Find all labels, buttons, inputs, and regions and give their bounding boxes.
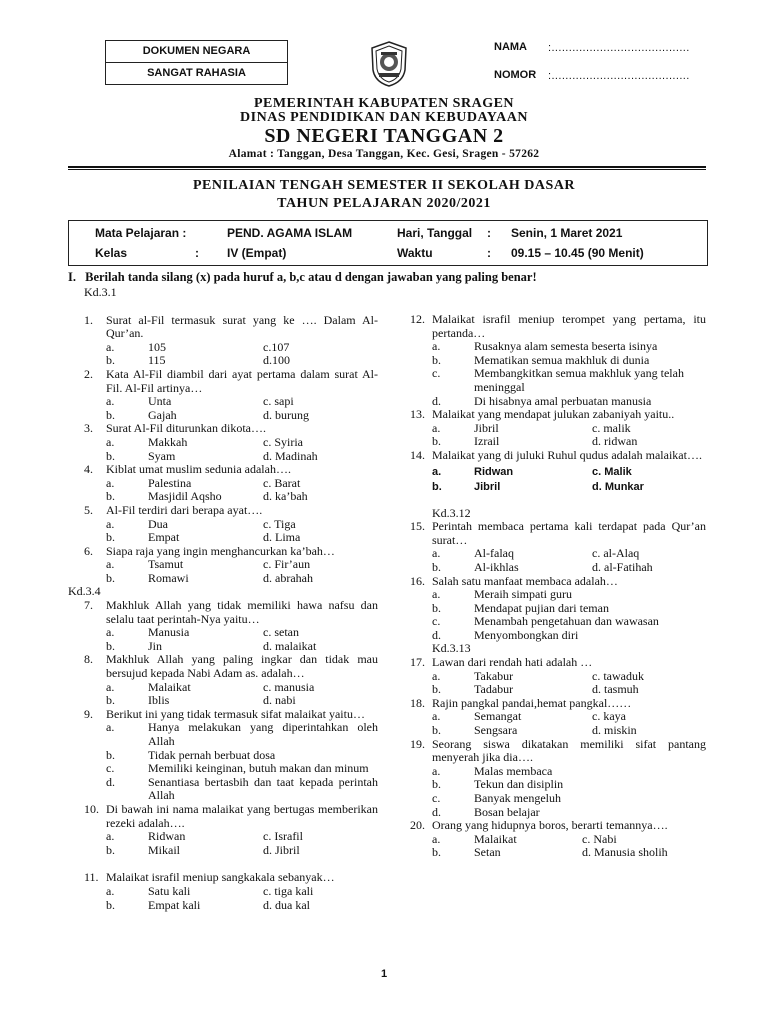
option[interactable]: d. al-Fatihah (592, 559, 653, 574)
nama-field[interactable]: :........................................ (548, 42, 690, 54)
question-18: 18. Rajin pangkal pandai,hemat pangkal…… (410, 695, 632, 710)
question-12: 12. Malaikat israfil meniup terompet yang pertama, itu pertanda… (410, 312, 706, 340)
option[interactable]: c. tawaduk (592, 668, 644, 683)
classification-line-1: DOKUMEN NEGARA (142, 45, 251, 57)
option[interactable]: d. Jibril (263, 842, 300, 857)
question-15: 15. Perintah membaca pertama kali terdapat pada Qur’an surat… (410, 519, 706, 547)
option[interactable]: d. Madinah (263, 448, 318, 463)
option[interactable]: Malaikat (148, 679, 191, 694)
option[interactable]: Meraih simpati guru (474, 587, 572, 602)
option[interactable]: Bosan belajar (474, 804, 540, 819)
option[interactable]: Palestina (148, 475, 192, 490)
nomor-label: NOMOR (494, 69, 537, 81)
exam-title: PENILAIAN TENGAH SEMESTER II SEKOLAH DASAR (192, 178, 576, 193)
options-12: a. Rusaknya alam semesta beserta isinya b. Mematikan semua makhluk di dunia c. Membangkitkan semua makhluk yang telah meninggal d. Di hisabnya amal perbuatan manusia (432, 340, 706, 408)
nama-label: NAMA (494, 41, 527, 53)
option[interactable]: Rusaknya alam semesta beserta isinya (474, 339, 658, 354)
question-14: 14. Malaikat yang di juluki Ruhul qudus adalah malaikat…. (410, 447, 702, 462)
question-9: 9. Berikut ini yang tidak termasuk sifat malaikat yaitu… (84, 706, 365, 721)
option[interactable]: Empat kali (148, 897, 201, 912)
option[interactable]: d. miskin (592, 723, 637, 738)
subject-label: Mata Pelajaran : (95, 226, 187, 240)
option[interactable]: d. Lima (263, 530, 301, 545)
department-name: DINAS PENDIDIKAN DAN KEBUDAYAAN (240, 110, 528, 125)
option[interactable]: Jibril (474, 480, 501, 493)
kd-label: Kd.3.12 (432, 505, 471, 520)
header-divider (68, 166, 706, 168)
school-name: SD NEGERI TANGGAN 2 (264, 125, 504, 147)
option[interactable]: Takabur (474, 668, 514, 683)
option[interactable]: d. malaikat (263, 638, 317, 653)
kd-label: Kd.3.4 (68, 584, 101, 599)
option[interactable]: c. sapi (263, 394, 294, 409)
option[interactable]: c. al-Alaq (592, 546, 640, 561)
options-6: a. Tsamut c. Fir’aun b. Romawi d. abrahah (106, 558, 378, 585)
options-7: a. Manusia c. setan b. Jin d. malaikat (106, 626, 378, 653)
question-column-left (68, 285, 378, 912)
question-11: 11. Malaikat israfil meniup sangkakala sebanyak… (84, 870, 335, 885)
option[interactable]: c. setan (263, 625, 299, 640)
options-2: a. Unta c. sapi b. Gajah d. burung (106, 395, 378, 422)
day-label: Hari, Tanggal (397, 226, 473, 240)
day-colon: : (487, 226, 491, 240)
option[interactable]: Masjidil Aqsho (148, 489, 222, 504)
option[interactable]: Tidak pernah berbuat dosa (148, 747, 276, 762)
options-16: a. Meraih simpati guru b. Mendapat pujian dari teman c. Menambah pengetahuan dan wawasan d. Menyombongkan diri (432, 588, 706, 642)
options-3: a. Makkah c. Syiria b. Syam d. Madinah (106, 436, 378, 463)
option[interactable]: Banyak mengeluh (474, 791, 561, 805)
subject-value: PEND. AGAMA ISLAM (227, 226, 353, 240)
option[interactable]: c. malik (592, 420, 631, 435)
option[interactable]: Mematikan semua makhluk di dunia (474, 352, 650, 367)
header-divider-thin (68, 169, 706, 170)
options-19: a. Malas membaca b. Tekun dan disiplin c. Banyak mengeluh d. Bosan belajar (432, 765, 706, 819)
option[interactable]: Makkah (148, 434, 188, 449)
option[interactable]: Memiliki keinginan, butuh makan dan minum (148, 761, 369, 776)
option[interactable]: Al-ikhlas (474, 559, 519, 574)
option[interactable]: Semangat (474, 709, 522, 724)
option[interactable]: c. kaya (592, 709, 626, 724)
academic-year: TAHUN PELAJARAN 2020/2021 (277, 196, 491, 211)
question-8: 8. Makhluk Allah yang paling ingkar dan tidak mau bersujud kepada Nabi Adam as. adalah… (84, 652, 378, 681)
option[interactable]: d. abrahah (263, 570, 313, 585)
options-18: a. Semangat c. kaya b. Sengsara d. miskin (432, 710, 706, 737)
option[interactable]: Satu kali (148, 883, 191, 898)
option[interactable]: 105 (148, 339, 166, 354)
option[interactable]: Di hisabnya amal perbuatan manusia (474, 393, 652, 408)
option[interactable]: c. Tiga (263, 516, 296, 531)
option[interactable]: Setan (474, 845, 501, 860)
option[interactable]: Jin (148, 638, 163, 653)
option[interactable]: Mikail (148, 842, 180, 857)
option[interactable]: c. Syiria (263, 434, 303, 449)
option[interactable]: Membangkitkan semua makhluk yang telah meninggal (474, 366, 684, 394)
option[interactable]: Romawi (148, 570, 189, 585)
option[interactable]: Ridwan (474, 465, 514, 478)
option[interactable]: Dua (148, 516, 168, 531)
time-colon: : (487, 246, 491, 260)
class-colon: : (195, 246, 199, 260)
option[interactable]: d. Munkar (592, 480, 644, 493)
option[interactable]: Tsamut (148, 557, 184, 572)
day-value: Senin, 1 Maret 2021 (511, 226, 623, 240)
option[interactable]: Iblis (148, 693, 170, 708)
options-17: a. Takabur c. tawaduk b. Tadabur d. tasmuh (432, 670, 706, 697)
option[interactable]: 115 (148, 353, 166, 368)
option[interactable]: Tadabur (474, 682, 514, 697)
option[interactable]: c. Barat (263, 475, 301, 490)
options-11: a. Satu kali c. tiga kali b. Empat kali d. dua kal (106, 885, 378, 912)
instruction-number: I. (68, 270, 76, 284)
option[interactable]: d. burung (263, 407, 309, 422)
option[interactable]: Ridwan (148, 829, 186, 844)
option[interactable]: d.100 (263, 353, 290, 368)
question-16: 16. Salah satu manfaat membaca adalah… (410, 573, 618, 588)
regency-emblem-logo (369, 40, 409, 88)
option[interactable]: Izrail (474, 434, 500, 449)
option[interactable]: Malaikat (474, 831, 517, 846)
option[interactable]: c. Fir’aun (263, 557, 311, 572)
option[interactable]: Manusia (148, 625, 190, 640)
options-14: a. Ridwan c. Malik b. Jibril d. Munkar (432, 465, 706, 495)
option[interactable]: Menyombongkan diri (474, 627, 579, 642)
instruction (68, 270, 537, 285)
class-label: Kelas (95, 246, 128, 260)
option[interactable]: Senantiasa bertasbih dan taat kepada perintah Allah (148, 774, 378, 803)
question-3: 3. Surat Al-Fil diturunkan dikota…. (84, 421, 266, 436)
option[interactable]: Malas membaca (474, 763, 553, 778)
question-20: 20. Orang yang hidupnya boros, berarti temannya…. (410, 818, 668, 833)
option[interactable]: d. tasmuh (592, 682, 639, 697)
government-name: PEMERINTAH KABUPATEN SRAGEN (253, 96, 515, 111)
question-10: 10. Di bawah ini nama malaikat yang bertugas memberikan rezeki adalah…. (84, 801, 378, 830)
option[interactable]: Mendapat pujian dari teman (474, 600, 609, 615)
time-value: 09.15 – 10.45 (90 Menit) (511, 246, 644, 260)
question-13: 13. Malaikat yang mendapat julukan zabaniyah yaitu.. (410, 407, 675, 422)
kd-label: Kd.3.1 (84, 285, 117, 299)
instruction-text: Berilah tanda silang (x) pada huruf a, b,c atau d dengan jawaban yang paling benar! (85, 270, 537, 284)
question-column-right (410, 313, 706, 860)
option[interactable]: c. Nabi (582, 831, 617, 846)
class-value: IV (Empat) (227, 246, 287, 260)
option[interactable]: Empat (148, 530, 180, 545)
option[interactable]: Gajah (148, 407, 177, 422)
options-13: a. Jibril c. malik b. Izrail d. ridwan (432, 422, 706, 449)
option[interactable]: d. ka’bah (263, 489, 308, 504)
options-20: a. Malaikat c. Nabi b. Setan d. Manusia sholih (432, 833, 706, 860)
school-address: Alamat : Tanggan, Desa Tanggan, Kec. Gesi, Sragen - 57262 (228, 148, 540, 160)
options-4: a. Palestina c. Barat b. Masjidil Aqsho d. ka’bah (106, 477, 378, 504)
option[interactable]: Hanya melakukan yang diperintahkan oleh Allah (148, 720, 378, 748)
nomor-field[interactable]: :........................................ (548, 70, 690, 82)
time-label: Waktu (397, 246, 433, 260)
classification-line-2: SANGAT RAHASIA (106, 62, 287, 84)
option[interactable]: Tekun dan disiplin (474, 777, 564, 792)
option[interactable]: c. manusia (263, 679, 315, 694)
option[interactable]: c. tiga kali (263, 883, 314, 898)
options-15: a. Al-falaq c. al-Alaq b. Al-ikhlas d. al-Fatihah (432, 547, 706, 574)
question-6: 6. Siapa raja yang ingin menghancurkan ka’bah… (84, 543, 335, 558)
option[interactable]: Menambah pengetahuan dan wawasan (474, 614, 659, 629)
page-number: 1 (380, 968, 388, 980)
option[interactable]: d. dua kal (263, 897, 310, 912)
option[interactable]: d. ridwan (592, 434, 638, 449)
option[interactable]: Syam (148, 448, 176, 463)
question-19: 19. Seorang siswa dikatakan memiliki sifat pantang menyerah jika dia…. (410, 736, 706, 765)
kd-label: Kd.3.13 (432, 641, 471, 656)
option[interactable]: Sengsara (474, 723, 518, 738)
options-5: a. Dua c. Tiga b. Empat d. Lima (106, 518, 378, 545)
question-4: 4. Kiblat umat muslim sedunia adalah…. (84, 462, 291, 477)
question-1: 1. Surat al-Fil termasuk surat yang ke …. Dalam Al-Qur’an. (84, 312, 378, 341)
document-classification-box (105, 40, 288, 85)
option[interactable]: d. Manusia sholih (582, 845, 668, 860)
option[interactable]: d. nabi (263, 693, 296, 708)
option[interactable]: Unta (148, 394, 172, 409)
options-10: a. Ridwan c. Israfil b. Mikail d. Jibril (106, 830, 378, 857)
exam-info-box (68, 220, 708, 266)
option[interactable]: c. Israfil (263, 829, 303, 844)
question-2: 2. Kata Al-Fil diambil dari ayat pertama dalam surat Al-Fil. Al-Fil artinya… (84, 366, 378, 395)
question-17: 17. Lawan dari rendah hati adalah … (410, 655, 593, 670)
question-5: 5. Al-Fil terdiri dari berapa ayat…. (84, 502, 263, 517)
option[interactable]: c.107 (263, 339, 290, 354)
options-9: a. Hanya melakukan yang diperintahkan oleh Allah b. Tidak pernah berbuat dosa c. Memiliki keinginan, butuh makan dan minum d. Senantiasa bertasbih dan taat kepada perintah Allah (106, 720, 378, 803)
options-1: a. 105 c.107 b. 115 d.100 (106, 341, 378, 368)
option[interactable]: Al-falaq (474, 546, 514, 561)
option[interactable]: Jibril (474, 420, 499, 435)
options-8: a. Malaikat c. manusia b. Iblis d. nabi (106, 681, 378, 708)
option[interactable]: c. Malik (592, 465, 632, 478)
question-7: 7. Makhluk Allah yang tidak memiliki hawa nafsu dan selalu taat perintah-Nya yaitu… (84, 598, 378, 626)
